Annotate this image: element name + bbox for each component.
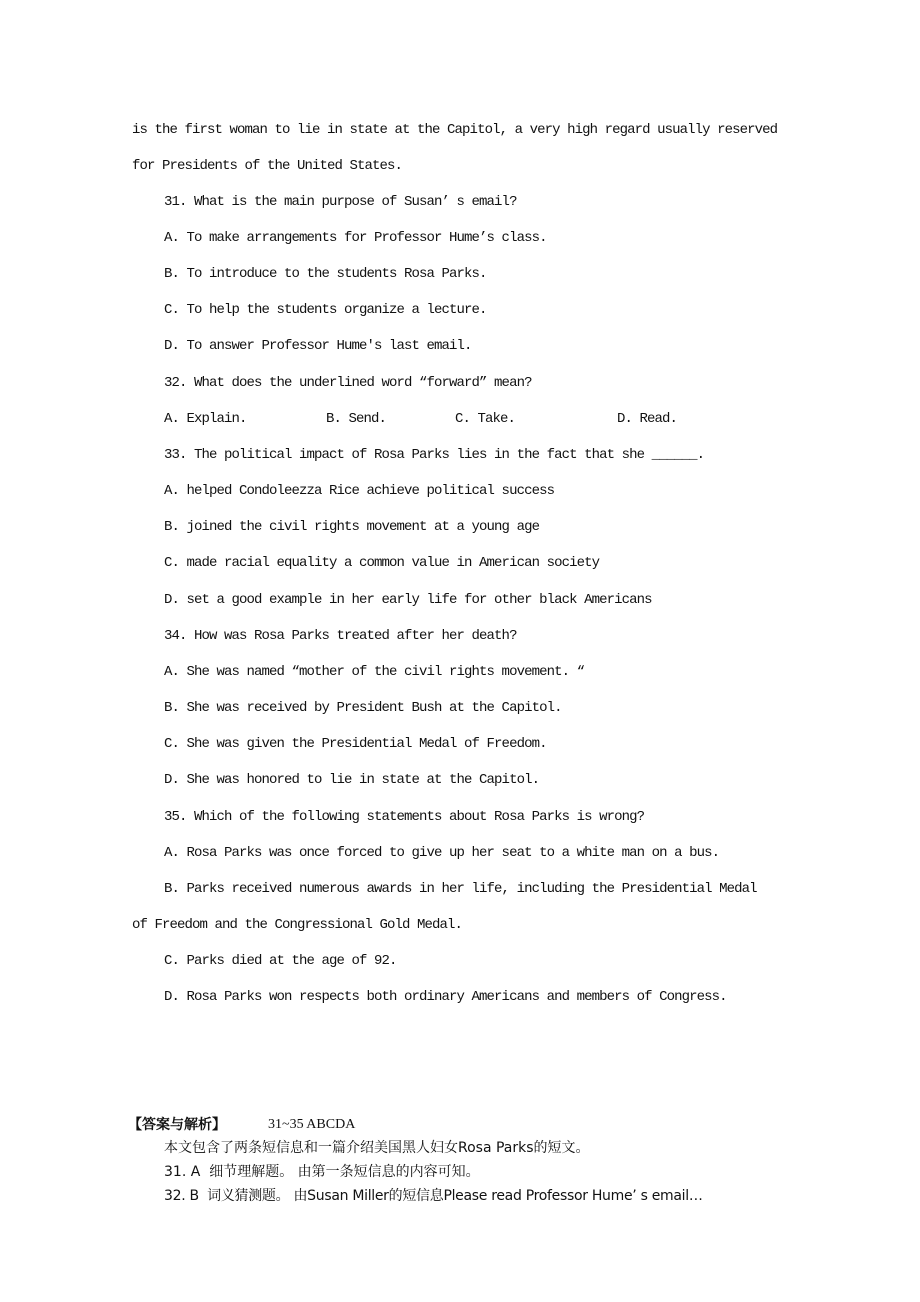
option: D. She was honored to lie in state at the Capitol. — [164, 772, 540, 788]
option: B. She was received by President Bush at the Capitol. — [164, 700, 562, 716]
answer-line: 本文包含了两条短信息和一篇介绍美国黑人妇女Rosa Parks的短文。 — [164, 1140, 590, 1156]
question-31: 31. What is the main purpose of Susan’ s email? — [164, 194, 517, 210]
passage-line: is the first woman to lie in state at the Capitol, a very high regard usually reserved — [132, 122, 778, 138]
option: A. She was named “mother of the civil rights movement. “ — [164, 664, 585, 680]
option: A. To make arrangements for Professor Hume’s class. — [164, 230, 547, 246]
option: D. To answer Professor Hume's last email. — [164, 338, 472, 354]
option: C. made racial equality a common value in American society — [164, 555, 600, 571]
option: C. Take. — [455, 411, 516, 427]
option: D. set a good example in her early life for other black Americans — [164, 592, 652, 608]
answer-line: 31. A 细节理解题。 由第一条短信息的内容可知。 — [164, 1164, 480, 1180]
answer-line: 32. B 词义猜测题。 由Susan Miller的短信息Please read Professor Hume’ s email… — [164, 1188, 703, 1204]
option: D. Rosa Parks won respects both ordinary Americans and members of Congress. — [164, 989, 727, 1005]
option: B. To introduce to the students Rosa Parks. — [164, 266, 487, 282]
option: B. joined the civil rights movement at a young age — [164, 519, 540, 535]
option: B. Send. — [326, 411, 387, 427]
option: C. Parks died at the age of 92. — [164, 953, 397, 969]
question-34: 34. How was Rosa Parks treated after her death? — [164, 628, 517, 644]
option: A. Rosa Parks was once forced to give up her seat to a white man on a bus. — [164, 845, 720, 861]
option: C. She was given the Presidential Medal of Freedom. — [164, 736, 547, 752]
question-35: 35. Which of the following statements about Rosa Parks is wrong? — [164, 809, 645, 825]
option: A. helped Condoleezza Rice achieve political success — [164, 483, 555, 499]
answer-heading: 【答案与解析】 — [128, 1117, 226, 1133]
passage-line: for Presidents of the United States. — [132, 158, 403, 174]
question-33: 33. The political impact of Rosa Parks lies in the fact that she ______. — [164, 447, 705, 463]
option-continuation: of Freedom and the Congressional Gold Medal. — [132, 917, 463, 933]
option: A. Explain. — [164, 411, 247, 427]
option: D. Read. — [617, 411, 678, 427]
option: B. Parks received numerous awards in her life, including the Presidential Medal — [164, 881, 757, 897]
question-32: 32. What does the underlined word “forward” mean? — [164, 375, 532, 391]
answer-key: 31~35 ABCDA — [268, 1117, 356, 1132]
option: C. To help the students organize a lecture. — [164, 302, 487, 318]
